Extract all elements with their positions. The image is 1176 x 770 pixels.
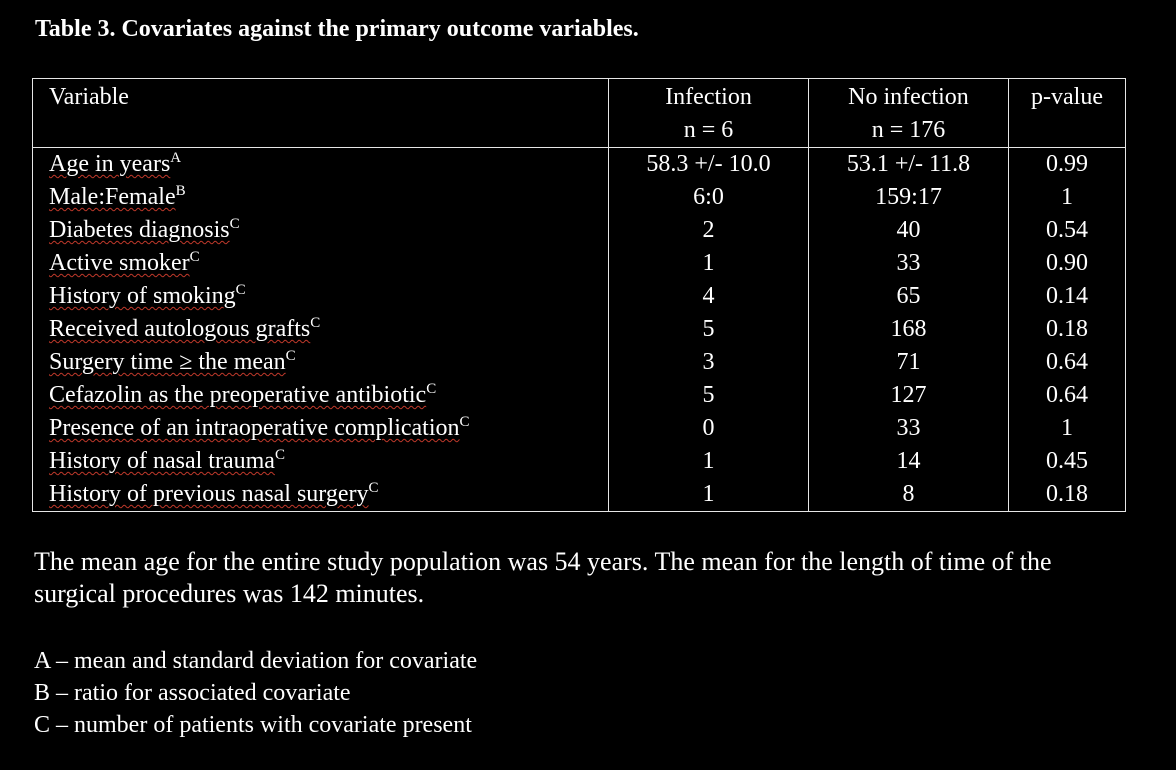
variable-name: Diabetes diagnosis — [49, 217, 230, 243]
cell-infection: 4 — [609, 280, 809, 313]
cell-no-infection: 33 — [809, 412, 1009, 445]
cell-p-value: 0.64 — [1009, 379, 1126, 412]
table-row — [33, 148, 1126, 182]
header-p-value: p-value — [1009, 79, 1126, 148]
table-row — [33, 445, 1126, 478]
cell-infection: 1 — [609, 247, 809, 280]
covariates-table — [32, 78, 1126, 512]
variable-name: Surgery time ≥ the mean — [49, 349, 286, 375]
cell-p-value: 0.64 — [1009, 346, 1126, 379]
cell-infection: 3 — [609, 346, 809, 379]
cell-p-value: 0.14 — [1009, 280, 1126, 313]
table-row — [33, 478, 1126, 512]
header-no-infection-count: n = 176 — [871, 117, 946, 143]
cell-variable — [33, 346, 609, 379]
header-no-infection — [809, 79, 1009, 148]
footnote-marker: C — [229, 216, 240, 232]
cell-no-infection: 71 — [809, 346, 1009, 379]
table-title: Table 3. Covariates against the primary outcome variables. — [35, 16, 639, 42]
footnote-marker: C — [189, 249, 200, 265]
cell-no-infection: 159:17 — [809, 181, 1009, 214]
variable-name: Age in years — [49, 151, 171, 177]
table-row — [33, 214, 1126, 247]
cell-variable — [33, 214, 609, 247]
cell-infection: 2 — [609, 214, 809, 247]
variable-name: History of nasal trauma — [49, 448, 275, 474]
cell-no-infection: 8 — [809, 478, 1009, 512]
table-row — [33, 313, 1126, 346]
table-row — [33, 247, 1126, 280]
cell-variable — [33, 445, 609, 478]
cell-no-infection: 14 — [809, 445, 1009, 478]
footnote-marker: C — [285, 348, 296, 364]
cell-infection: 5 — [609, 313, 809, 346]
cell-no-infection: 65 — [809, 280, 1009, 313]
variable-name: Active smoker — [49, 250, 190, 276]
cell-variable — [33, 313, 609, 346]
cell-p-value: 0.18 — [1009, 478, 1126, 512]
cell-infection: 0 — [609, 412, 809, 445]
footnote-marker: C — [235, 282, 246, 298]
footnote-marker: A — [170, 150, 182, 166]
header-infection — [609, 79, 809, 148]
cell-p-value: 0.18 — [1009, 313, 1126, 346]
header-infection-label: Infection — [665, 84, 752, 110]
cell-p-value: 1 — [1009, 181, 1126, 214]
table-row — [33, 280, 1126, 313]
table-row — [33, 346, 1126, 379]
legend-item-c: C – number of patients with covariate present — [34, 712, 472, 738]
cell-p-value: 0.54 — [1009, 214, 1126, 247]
table-header-row — [33, 79, 1126, 148]
cell-no-infection: 33 — [809, 247, 1009, 280]
cell-infection: 6:0 — [609, 181, 809, 214]
cell-infection: 5 — [609, 379, 809, 412]
summary-note: The mean age for the entire study population was 54 years. The mean for the length of time of the surgical procedures was 142 minutes. — [34, 547, 1052, 608]
cell-variable — [33, 280, 609, 313]
legend-item-a: A – mean and standard deviation for covariate — [34, 648, 478, 674]
cell-no-infection: 127 — [809, 379, 1009, 412]
header-infection-count: n = 6 — [683, 117, 734, 143]
cell-variable — [33, 379, 609, 412]
variable-name: History of smoking — [49, 283, 236, 309]
variable-name: Received autologous grafts — [49, 316, 311, 342]
cell-infection: 1 — [609, 445, 809, 478]
footnote-marker: C — [310, 315, 321, 331]
footnote-marker: C — [426, 381, 437, 397]
cell-p-value: 0.45 — [1009, 445, 1126, 478]
footnote-legend — [34, 645, 477, 741]
cell-p-value: 0.90 — [1009, 247, 1126, 280]
variable-name: Presence of an intraoperative complication — [49, 415, 460, 441]
table-row — [33, 181, 1126, 214]
cell-infection: 58.3 +/- 10.0 — [609, 148, 809, 182]
cell-variable — [33, 247, 609, 280]
cell-p-value: 1 — [1009, 412, 1126, 445]
cell-variable — [33, 478, 609, 512]
table-row — [33, 379, 1126, 412]
variable-name: Male:Female — [49, 184, 176, 210]
variable-name: Cefazolin as the preoperative antibiotic — [49, 382, 427, 408]
variable-name: History of previous nasal surgery — [49, 481, 369, 507]
footnote-marker: C — [459, 414, 470, 430]
footnote-marker: C — [368, 480, 379, 496]
footnote-marker: C — [274, 447, 285, 463]
cell-infection: 1 — [609, 478, 809, 512]
cell-variable — [33, 181, 609, 214]
cell-p-value: 0.99 — [1009, 148, 1126, 182]
table-row — [33, 412, 1126, 445]
cell-variable — [33, 412, 609, 445]
cell-no-infection: 40 — [809, 214, 1009, 247]
header-no-infection-label: No infection — [848, 84, 969, 110]
header-variable: Variable — [33, 79, 609, 148]
cell-variable — [33, 148, 609, 182]
legend-item-b: B – ratio for associated covariate — [34, 680, 351, 706]
cell-no-infection: 53.1 +/- 11.8 — [809, 148, 1009, 182]
cell-no-infection: 168 — [809, 313, 1009, 346]
footnote-marker: B — [175, 183, 186, 199]
